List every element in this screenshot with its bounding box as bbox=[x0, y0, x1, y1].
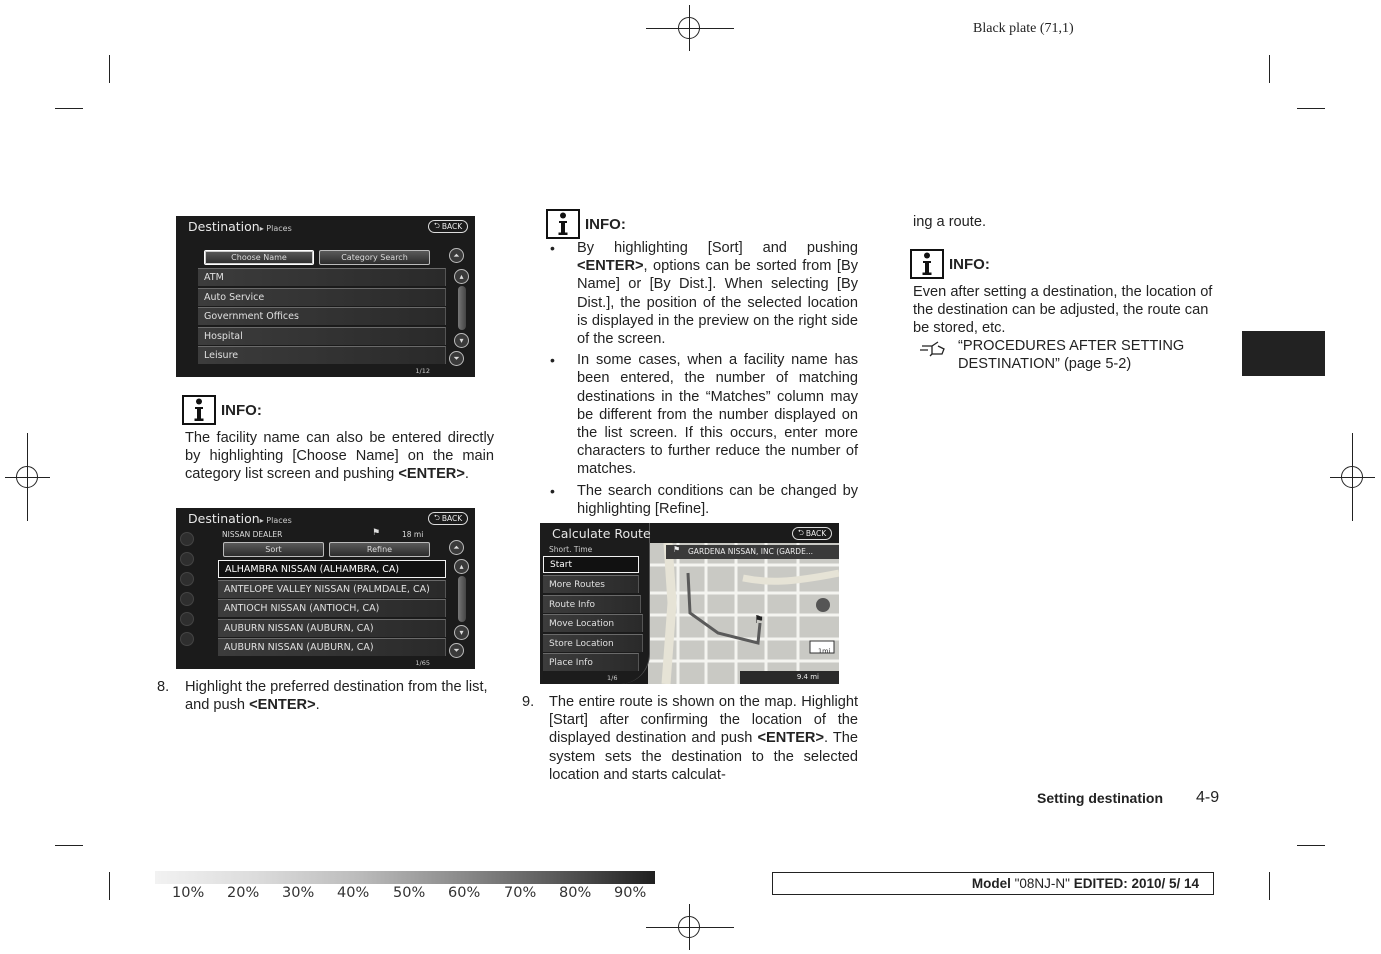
route-info-button[interactable]: Route Info bbox=[543, 595, 641, 613]
alphabet-tab[interactable] bbox=[180, 612, 194, 626]
list-item[interactable]: AUBURN NISSAN (AUBURN, CA) bbox=[218, 638, 446, 656]
flag-icon: ⚑ bbox=[673, 545, 681, 554]
info-paragraph: Even after setting a destination, the location of the destination can be adjusted, the route can be stored, etc. bbox=[913, 284, 1213, 337]
chapter-tab bbox=[1242, 331, 1325, 376]
alphabet-tab[interactable] bbox=[180, 592, 194, 606]
page-indicator: 1/12 bbox=[415, 367, 430, 375]
nav-screen-dealer-list bbox=[176, 508, 475, 669]
place-info-button[interactable]: Place Info bbox=[543, 653, 639, 671]
page-indicator: 1/65 bbox=[415, 659, 430, 667]
scale-label: 20% bbox=[227, 885, 260, 901]
scrollbar[interactable] bbox=[458, 576, 466, 622]
model-edit-box: Model "08NJ-N" EDITED: 2010/ 5/ 14 bbox=[772, 872, 1214, 895]
alphabet-tab[interactable] bbox=[180, 532, 194, 546]
section-name: Setting destination bbox=[1037, 790, 1163, 806]
screen-title: Destination▸ Places bbox=[188, 219, 292, 234]
scale-label: 80% bbox=[559, 885, 592, 901]
screen-title: Calculate Route bbox=[552, 526, 651, 541]
back-button[interactable]: ⮌ BACK bbox=[428, 220, 468, 233]
continuation-text: ing a route. bbox=[913, 214, 987, 230]
scrollbar[interactable] bbox=[458, 286, 466, 330]
choose-name-button[interactable]: Choose Name bbox=[204, 250, 314, 265]
destination-flag-icon: ⚑ bbox=[754, 613, 764, 626]
step-8: 8. Highlight the preferred destination from the list, and push <ENTER>. bbox=[157, 679, 488, 714]
page-down-icon[interactable]: ⏷ bbox=[449, 643, 464, 658]
list-item[interactable]: Government Offices bbox=[198, 307, 446, 325]
refine-button[interactable]: Refine bbox=[329, 542, 430, 557]
nav-screen-calculate-route bbox=[540, 523, 839, 684]
info-paragraph: The facility name can also be entered directly by highlighting [Choose Name] on the main category list screen and pushing <ENTER>. bbox=[185, 430, 494, 483]
scale-label: 50% bbox=[393, 885, 426, 901]
info-bullets bbox=[548, 239, 858, 521]
screen-title: Destination▸ Places bbox=[188, 511, 292, 526]
back-button[interactable]: ⮌ BACK bbox=[792, 527, 832, 540]
scroll-down-icon[interactable]: ▾ bbox=[454, 333, 469, 348]
page-indicator: 1/6 bbox=[607, 674, 618, 682]
store-location-button[interactable]: Store Location bbox=[543, 634, 643, 652]
nav-screen-places bbox=[176, 216, 475, 377]
flag-icon: ⚑ bbox=[372, 528, 381, 538]
sort-button[interactable]: Sort bbox=[223, 542, 324, 557]
plate-label: Black plate (71,1) bbox=[973, 21, 1074, 36]
back-arrow-icon: ⮌ bbox=[797, 528, 804, 537]
start-button[interactable]: Start bbox=[543, 556, 639, 573]
distance-bar: 9.4 mi bbox=[740, 671, 839, 684]
list-item[interactable]: Auto Service bbox=[198, 288, 446, 306]
page-up-icon[interactable]: ⏶ bbox=[449, 248, 464, 263]
scale-label: 40% bbox=[337, 885, 370, 901]
category-label: NISSAN DEALER bbox=[222, 530, 283, 539]
bullet-item: • The search conditions can be changed by highlighting [Refine]. bbox=[550, 482, 858, 517]
distance-label: 18 mi bbox=[402, 530, 424, 539]
move-location-button[interactable]: Move Location bbox=[543, 614, 643, 632]
scale-label: 1mi bbox=[818, 647, 831, 655]
bullet-item: • By highlighting [Sort] and pushing <ENTER>, options can be sorted from [By Name] or [By Dist.]. When selecting [By Dist.], the position of the selected location is displayed in the preview on the right side of the screen. bbox=[550, 240, 858, 348]
scale-label: 30% bbox=[282, 885, 315, 901]
step-9: 9. The entire route is shown on the map. Highlight [Start] after confirming the location of the displayed destination and push <ENTER>. The system sets the destination to the selected location and starts calculat- bbox=[522, 694, 858, 783]
alphabet-tab[interactable] bbox=[180, 632, 194, 646]
info-heading: INFO: bbox=[910, 249, 990, 279]
more-routes-button[interactable]: More Routes bbox=[543, 575, 639, 593]
list-item[interactable]: ANTELOPE VALLEY NISSAN (PALMDALE, CA) bbox=[218, 580, 446, 598]
list-item[interactable]: ANTIOCH NISSAN (ANTIOCH, CA) bbox=[218, 599, 446, 617]
category-search-button[interactable]: Category Search bbox=[319, 250, 430, 265]
scroll-down-icon[interactable]: ▾ bbox=[454, 625, 469, 640]
list-item[interactable]: AUBURN NISSAN (AUBURN, CA) bbox=[218, 619, 446, 637]
alphabet-tab[interactable] bbox=[180, 572, 194, 586]
list-item[interactable]: ALHAMBRA NISSAN (ALHAMBRA, CA) bbox=[218, 560, 446, 578]
scale-label: 90% bbox=[614, 885, 647, 901]
alphabet-tab[interactable] bbox=[180, 552, 194, 566]
page-up-icon[interactable]: ⏶ bbox=[449, 540, 464, 555]
scale-label: 70% bbox=[504, 885, 537, 901]
info-icon bbox=[182, 395, 216, 425]
route-map bbox=[648, 543, 839, 684]
back-arrow-icon: ⮌ bbox=[433, 221, 440, 230]
scale-label: 10% bbox=[172, 885, 205, 901]
density-scale-bar bbox=[155, 871, 655, 884]
map-top-bar: GARDENA NISSAN, INC (GARDE... bbox=[666, 545, 839, 559]
list-item[interactable]: ATM bbox=[198, 268, 446, 286]
bullet-item: • In some cases, when a facility name has been entered, the number of matching destinations in the “Matches” column may be different from the number displayed on the list screen. If this occurs, enter more characters to further reduce the number of matches. bbox=[550, 352, 858, 478]
info-icon bbox=[910, 249, 944, 279]
scale-label: 60% bbox=[448, 885, 481, 901]
page-down-icon[interactable]: ⏷ bbox=[449, 351, 464, 366]
list-item[interactable]: Hospital bbox=[198, 327, 446, 345]
page-reference-link[interactable]: “PROCEDURES AFTER SETTING DESTINATION” (page 5-2) bbox=[958, 338, 1185, 373]
route-type-label: Short. Time bbox=[549, 545, 593, 554]
page-number: 4-9 bbox=[1196, 789, 1220, 806]
info-heading: INFO: bbox=[546, 209, 626, 239]
back-button[interactable]: ⮌ BACK bbox=[428, 512, 468, 525]
scroll-up-icon[interactable]: ▴ bbox=[454, 269, 469, 284]
back-arrow-icon: ⮌ bbox=[433, 513, 440, 522]
info-heading: INFO: bbox=[182, 395, 262, 425]
info-icon bbox=[546, 209, 580, 239]
list-item[interactable]: Leisure bbox=[198, 346, 446, 364]
scroll-up-icon[interactable]: ▴ bbox=[454, 559, 469, 574]
reference-pointer-icon bbox=[918, 338, 948, 363]
